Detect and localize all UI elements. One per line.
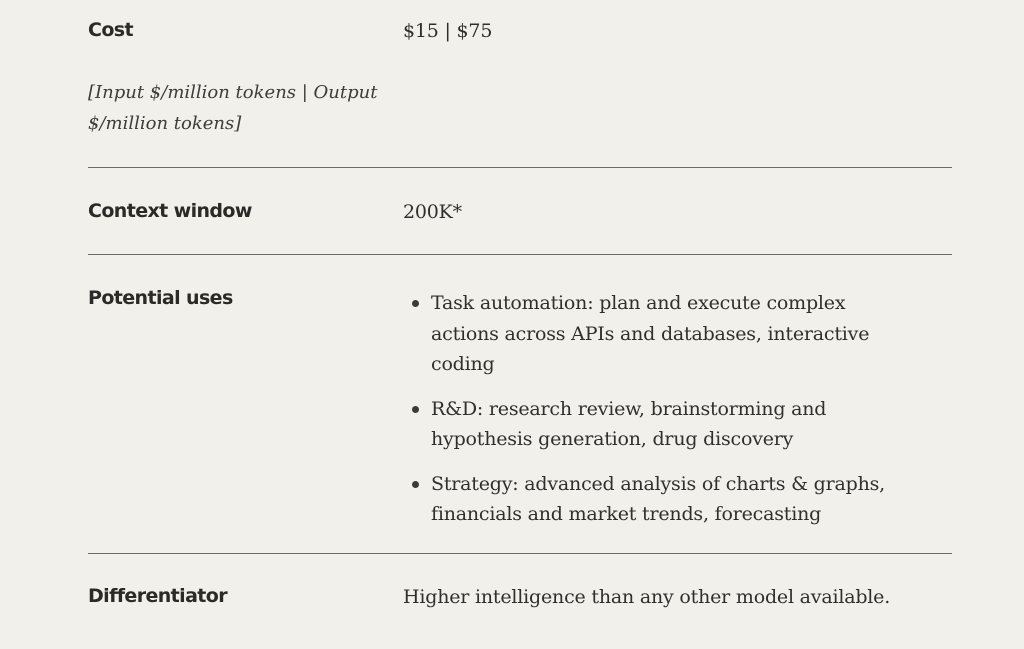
cost-label: Cost	[88, 19, 133, 41]
model-spec-table	[88, 0, 952, 649]
spec-row-potential-uses	[88, 255, 952, 554]
differentiator-value: Higher intelligence than any other model available.	[403, 586, 891, 608]
spec-row-cost	[88, 0, 952, 168]
potential-uses-label: Potential uses	[88, 287, 233, 309]
spec-row-context-window	[88, 168, 952, 255]
context-window-value: 200K*	[403, 201, 462, 223]
use-item-text: Strategy: advanced analysis of charts & graphs, financials and market trends, forecasting	[431, 472, 886, 525]
potential-uses-list	[403, 288, 903, 544]
bullet-icon	[412, 300, 419, 307]
differentiator-label: Differentiator	[88, 585, 228, 607]
use-item-text: R&D: research review, brainstorming and hypothesis generation, drug discovery	[431, 397, 827, 450]
cost-sublabel: [Input $/million tokens | Output $/million tokens]	[88, 82, 378, 134]
context-window-label: Context window	[88, 200, 252, 222]
list-item	[403, 394, 903, 455]
bullet-icon	[412, 481, 419, 488]
list-item	[403, 469, 903, 530]
bullet-icon	[412, 406, 419, 413]
list-item	[403, 288, 903, 380]
use-item-text: Task automation: plan and execute complex actions across APIs and databases, interactive coding	[431, 292, 870, 375]
spec-row-differentiator	[88, 554, 952, 649]
cost-value: $15 | $75	[403, 20, 493, 42]
